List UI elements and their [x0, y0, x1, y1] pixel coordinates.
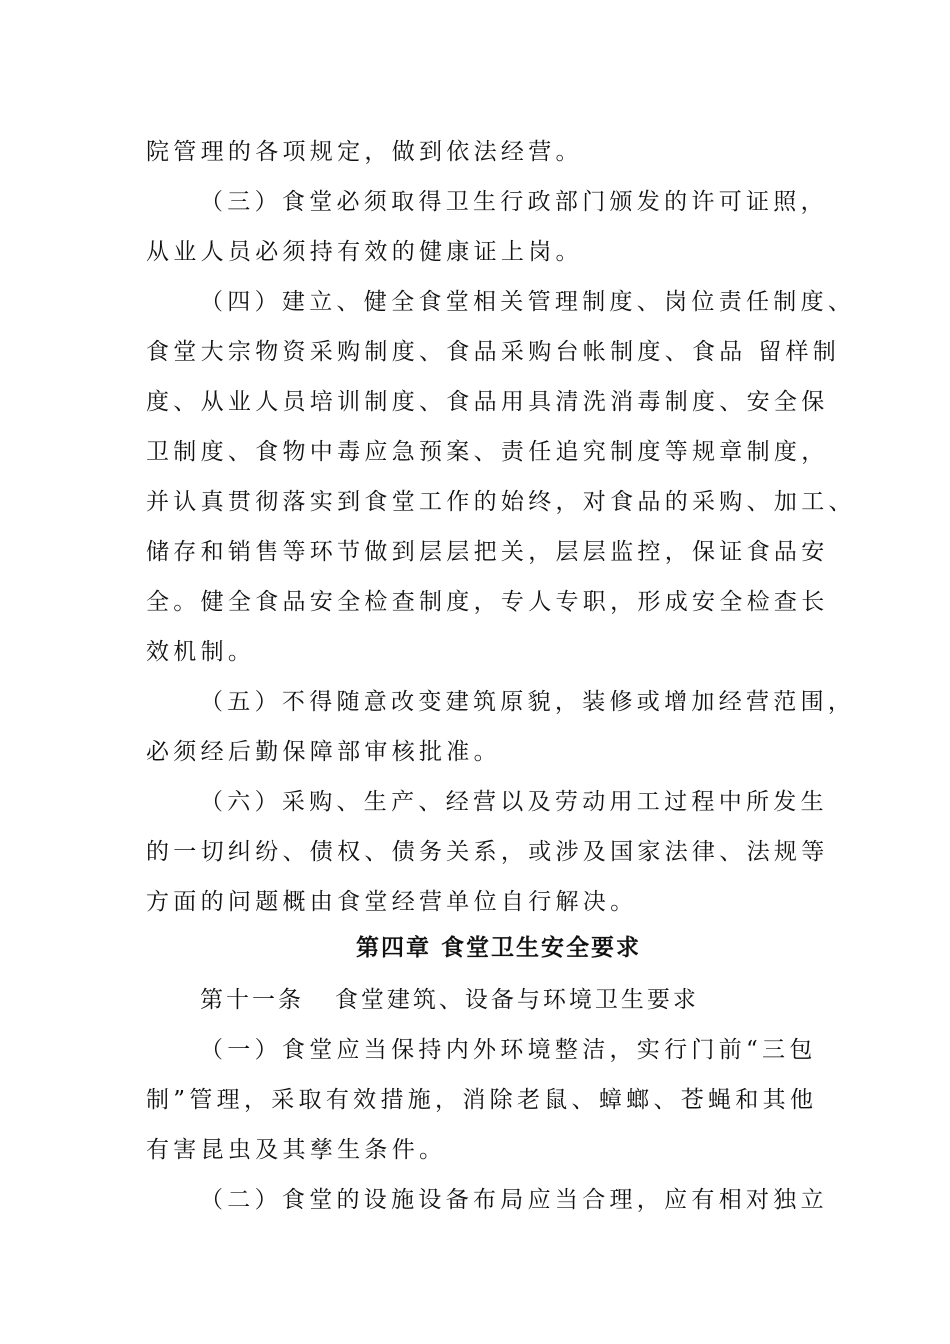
text-line: （一）食堂应当保持内外环境整洁，实行门前“三包 [200, 1037, 817, 1063]
text-line: 院管理的各项规定，做到依法经营。 [146, 139, 583, 165]
text-line: 制”管理，采取有效措施，消除老鼠、蟑螂、苍蝇和其他 [146, 1087, 818, 1113]
text-line: 食堂大宗物资采购制度、食品采购台帐制度、食品 留样制 [146, 339, 841, 365]
text-line: 储存和销售等环节做到层层把关，层层监控，保证食品安 [146, 539, 829, 565]
text-line: （六）采购、生产、经营以及劳动用工过程中所发生 [200, 789, 828, 815]
text-line: （四）建立、健全食堂相关管理制度、岗位责任制度、 [200, 289, 856, 315]
text-line: 方面的问题概由食堂经营单位自行解决。 [146, 889, 638, 915]
text-line: 并认真贯彻落实到食堂工作的始终，对食品的采购、加工、 [146, 489, 856, 515]
text-line: 从业人员必须持有效的健康证上岗。 [146, 239, 583, 265]
text-line: （二）食堂的设施设备布局应当合理，应有相对独立 [200, 1187, 828, 1213]
text-line: 卫制度、食物中毒应急预案、责任追究制度等规章制度， [146, 439, 829, 465]
text-line: 效机制。 [146, 639, 256, 665]
chapter-heading: 第四章 食堂卫生安全要求 [356, 935, 642, 961]
article-title: 第十一条 食堂建筑、设备与环境卫生要求 [200, 987, 699, 1013]
text-line: 全。健全食品安全检查制度，专人专职，形成安全检查长 [146, 589, 829, 615]
text-line: 度、从业人员培训制度、食品用具清洗消毒制度、安全保 [146, 389, 829, 415]
text-line: （五）不得随意改变建筑原貌，装修或增加经营范围， [200, 689, 856, 715]
text-line: （三）食堂必须取得卫生行政部门颁发的许可证照， [200, 189, 828, 215]
text-line: 必须经后勤保障部审核批准。 [146, 739, 501, 765]
text-line: 的一切纠纷、债权、债务关系，或涉及国家法律、法规等 [146, 839, 829, 865]
text-line: 有害昆虫及其孳生条件。 [146, 1137, 447, 1163]
